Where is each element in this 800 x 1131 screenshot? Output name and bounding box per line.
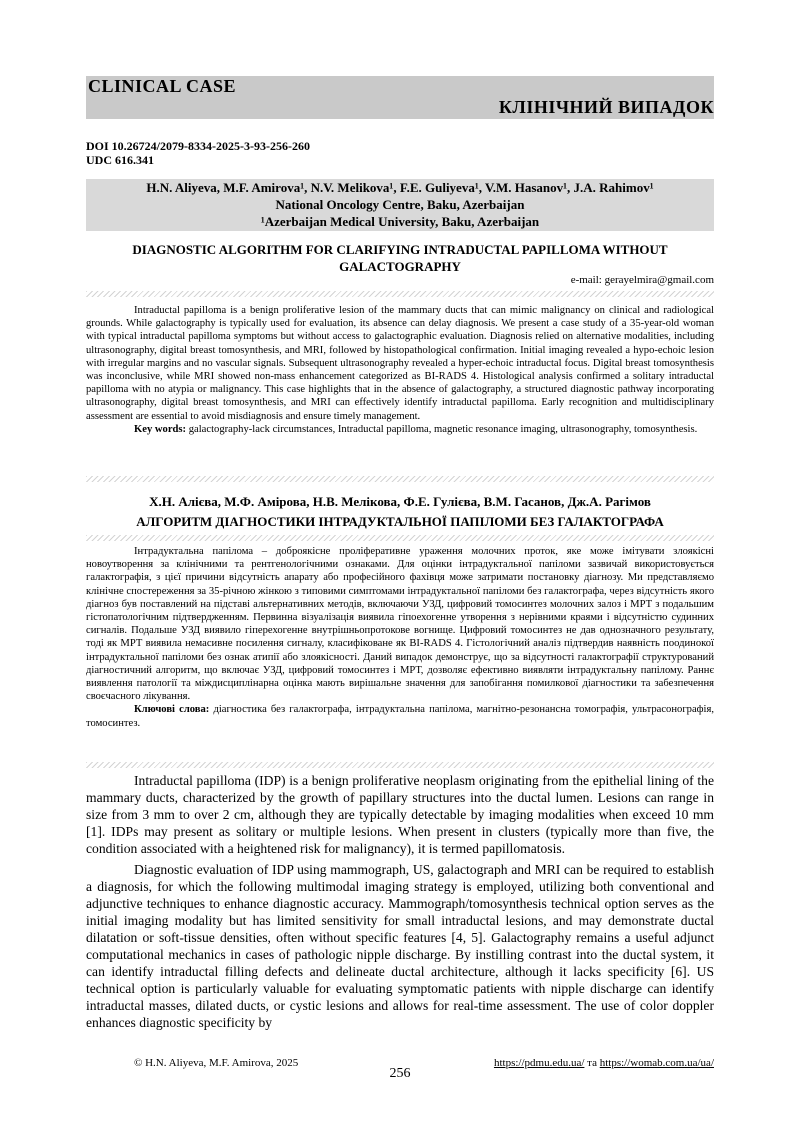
authors-block-en bbox=[86, 179, 714, 231]
body-text bbox=[86, 772, 714, 1035]
copyright: © H.N. Aliyeva, M.F. Amirova, 2025 bbox=[134, 1057, 299, 1069]
abstract-ua-text: Інтрадуктальна папілома – доброякісне проліферативне ураження молочних проток, яке може імітувати злоякісні новоутворення за клінічними та рентгенологічними ознаками. Для оцінки інтрадуктальної папіломи зазвичай використовується галактографія, з цієї причини відсутність апарату або професійного фахівця може затримати постановку діагнозу. Ми представляємо клінічне спостереження за 35-річною жінкою з типовими симптомами інтрадуктальної папіломи без галактографа, через відсутність якого діагноз був поставлений на підставі альтернативних методів, включаючи УЗД, цифровий томосинтез молочних залоз і МРТ з подальшим гістопатологічним підтвердженням. Первинна візуалізація виявила гіпоехогенне утворення з нерівними краями і відсутністю судинних сигналів. Подальше УЗД виявило гіперехогенне внутрішньопротокове вогнище. Цифровий томосинтез не дав однозначного результату, тоді як МРТ виявила немасивне посилення сигналу, класифіковане як BI-RADS 4. Гістологічний аналіз підтвердив наявність поодинокої інтрадуктальної папіломи без ознак атипії або злоякісності. Даний випадок демонструє, що за відсутності галактографії структурований діагностичний алгоритм, що включає УЗД, цифровий томосинтез і МРТ, дозволяє ефективно виявляти інтрадуктальну папілому. Раннє виявлення патології та міждисциплінарна оцінка мають вирішальне значення для запобігання помилкової діагностики та забезпечення своєчасного лікування. bbox=[86, 546, 714, 703]
keywords-ua-list: діагностика без галактографа, інтрадуктальна папілома, магнітно-резонансна томографія, ультрасонографія, томосинтез. bbox=[86, 704, 714, 729]
link-pdmu[interactable]: https://pdmu.edu.ua/ bbox=[493, 1057, 585, 1069]
affiliation-en-line3: ¹Azerbaijan Medical University, Baku, Azerbaijan bbox=[260, 214, 540, 229]
authors-en-line1: H.N. Aliyeva, M.F. Amirova¹, N.V. Melikova¹, F.E. Guliyeva¹, V.M. Hasanov¹, J.A. Rahimov¹ bbox=[146, 180, 654, 195]
keywords-en-list: galactography-lack circumstances, Intraductal papilloma, magnetic resonance imaging, ultrasonography, tomosynthesis. bbox=[186, 423, 698, 435]
divider-wave bbox=[86, 476, 714, 482]
body-paragraph-1: Intraductal papilloma (IDP) is a benign proliferative neoplasm originating from the epithelial lining of the mammary ducts, characterized by the growth of papillary structures into the ductal lumen. Lesions can range in size from 3 mm to over 2 cm, although they are typically detectable by imaging modalities when exceed 10 mm [1]. IDPs may present as solitary or multiple lesions. When present in clusters (typically more than five, the condition associated with a heightened risk for malignancy), it is termed papillomatosis. bbox=[86, 773, 714, 856]
contact-email: e-mail: gerayelmira@gmail.com bbox=[570, 274, 714, 286]
keywords-en bbox=[86, 423, 714, 436]
abstract-en bbox=[86, 304, 714, 436]
udc: UDC 616.341 bbox=[86, 153, 154, 167]
link-womab[interactable]: https://womab.com.ua/ua/ bbox=[599, 1057, 714, 1069]
body-paragraph-2: Diagnostic evaluation of IDP using mammograph, US, galactograph and MRI can be required to establish a diagnosis, for which the following multimodal imaging strategy is employed, utilizing both conventional and adjunctive techniques to enhance diagnostic accuracy. Mammograph/tomosynthesis technical option serves as the initial imaging modality but has limited sensitivity for small intraductal lesions, and may demonstrate ductal dilatation or soft-tissue densities, often without specific features [4, 5]. Galactography remains a useful adjunct computational mechanics in cases of pathologic nipple discharge. By instilling contrast into the ductal system, it can identify intraductal filling defects and delineate ductal architecture, although it lacks specificity [6]. US technical option is particularly valuable for evaluating symptomatic patients with nipple discharge can identify intraductal masses, dilated ducts, or cystic lesions and allows for real-time assessment. The use of color doppler enhances diagnostic specificity by bbox=[86, 862, 714, 1030]
abstract-en-text: Intraductal papilloma is a benign proliferative lesion of the mammary ducts that can mimic malignancy on clinical and radiological grounds. While galactography is typically used for evaluation, its absence can delay diagnosis. We present a case study of a 35-year-old woman with typical intraductal papilloma symptoms but without access to galactographic evaluation. Diagnosis relied on alternative modalities, including ultrasonography, digital breast tomosynthesis, and MRI, followed by histopathological confirmation. Initial imaging revealed a hypo-echoic lesion with irregular margins and no vascular signals. Subsequent ultrasonography revealed a hyper-echoic intraductal focus. Digital breast tomosynthesis was inconclusive, while MRI showed non-mass enhancement categorized as BI-RADS 4. Histological analysis confirmed a solitary intraductal papilloma with no atypia or malignancy. This case highlights that in the absence of galactography, a structured diagnostic pathway incorporating ultrasonography, digital breast tomosynthesis, and MRI can effectively identify intraductal papilloma. Early recognition and multidisciplinary assessment are essential to avoid misdiagnosis and ensure timely management. bbox=[86, 305, 714, 422]
keywords-ua-label: Ключові слова: bbox=[134, 704, 210, 716]
affiliation-en-line2: National Oncology Centre, Baku, Azerbaijan bbox=[275, 197, 525, 212]
divider-wave bbox=[86, 291, 714, 297]
section-label-en: CLINICAL CASE bbox=[88, 76, 237, 96]
article-title-en bbox=[86, 241, 714, 275]
divider-wave bbox=[86, 762, 714, 768]
article-title-ua: АЛГОРИТМ ДІАГНОСТИКИ ІНТРАДУКТАЛЬНОЇ ПАПІЛОМИ БЕЗ ГАЛАКТОГРАФА bbox=[136, 514, 664, 529]
title-en-line1: DIAGNOSTIC ALGORITHM FOR CLARIFYING INTRADUCTAL PAPILLOMA WITHOUT bbox=[132, 242, 668, 257]
authors-ua: Х.Н. Алієва, М.Ф. Амірова, Н.В. Мелікова, Ф.Е. Гулієва, В.М. Гасанов, Дж.А. Рагімов bbox=[149, 494, 651, 509]
section-label-ua: КЛІНІЧНИЙ ВИПАДОК bbox=[498, 97, 714, 117]
page-number: 256 bbox=[389, 1066, 411, 1081]
keywords-en-label: Key words: bbox=[134, 423, 187, 435]
keywords-ua bbox=[86, 703, 714, 729]
link-separator: та bbox=[584, 1057, 600, 1069]
title-en-line2: GALACTOGRAPHY bbox=[339, 259, 461, 274]
doi: DOI 10.26724/2079-8334-2025-3-93-256-260 bbox=[86, 139, 310, 153]
divider-wave bbox=[86, 535, 714, 541]
abstract-ua bbox=[86, 545, 714, 730]
